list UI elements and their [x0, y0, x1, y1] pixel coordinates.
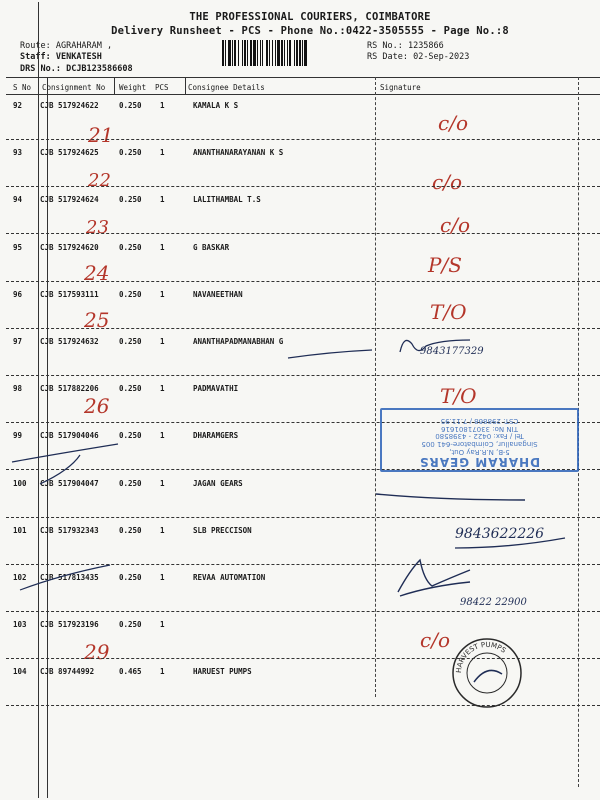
- row-pcs: 1: [160, 431, 165, 440]
- row-consignee: HARUEST PUMPS: [193, 667, 252, 676]
- barcode-bar: [296, 40, 298, 66]
- barcode-bar: [228, 40, 231, 66]
- row-divider: [6, 233, 600, 234]
- row-sno: 99: [13, 431, 23, 440]
- drs-line: [20, 64, 133, 74]
- row-signature: c/o: [432, 170, 462, 194]
- row-weight: 0.250: [119, 195, 142, 204]
- barcode: [222, 40, 354, 66]
- barcode-bar: [225, 40, 226, 66]
- row-signature: c/o: [440, 213, 470, 237]
- column-line-consignee: [185, 77, 186, 95]
- row-signature: 98422 22900: [460, 597, 527, 608]
- row-divider: [6, 281, 600, 282]
- stamp-line-4: TIN No: 33071801616: [441, 424, 518, 433]
- barcode-bar: [277, 40, 280, 66]
- barcode-bar: [257, 40, 258, 66]
- row-consignee: SLB PRECCISON: [193, 526, 252, 535]
- row-pcs: 1: [160, 620, 165, 629]
- row-consignment-no: CJB 517932343: [40, 526, 99, 535]
- row-weight: 0.250: [119, 479, 142, 488]
- row-signature: T/O: [440, 384, 477, 408]
- row-consignment-no: CJB 517904046: [40, 431, 99, 440]
- row-weight: 0.250: [119, 101, 142, 110]
- row-divider: [6, 611, 600, 612]
- barcode-bar: [294, 40, 295, 66]
- rs-date-line: [367, 52, 469, 62]
- row-pcs: 1: [160, 337, 165, 346]
- barcode-bar: [242, 40, 243, 66]
- row-sno: 104: [13, 667, 27, 676]
- rs-date-value: 02-Sep-2023: [413, 52, 470, 62]
- round-seal: [450, 636, 524, 710]
- barcode-bar: [287, 40, 288, 66]
- row-consignment-no: CJB 517813435: [40, 573, 99, 582]
- barcode-bar: [299, 40, 301, 66]
- company-stamp: [380, 408, 579, 472]
- row-consignee: ANANTHANARAYANAN K S: [193, 148, 284, 157]
- barcode-bar: [250, 40, 252, 66]
- row-consignment-no: CJB 517924620: [40, 243, 99, 252]
- row-divider: [6, 517, 600, 518]
- row-pcs: 1: [160, 290, 165, 299]
- row-pcs: 1: [160, 195, 165, 204]
- header-weight: Weight: [119, 83, 147, 92]
- row-pcs: 1: [160, 101, 165, 110]
- barcode-bar: [281, 40, 283, 66]
- row-consignment-no: CJB 517924624: [40, 195, 99, 204]
- row-handwritten-mark: 29: [84, 640, 110, 664]
- row-handwritten-mark: 25: [84, 308, 110, 332]
- column-line-weight: [114, 77, 115, 95]
- rs-date-label: RS Date:: [367, 52, 408, 62]
- column-line-signature: [375, 77, 376, 697]
- row-pcs: 1: [160, 148, 165, 157]
- row-signature: 9843622226: [455, 526, 545, 542]
- barcode-bar: [289, 40, 291, 66]
- row-consignment-no: CJB 517923196: [40, 620, 99, 629]
- row-sno: 103: [13, 620, 27, 629]
- rs-no-line: [367, 41, 444, 51]
- barcode-bar: [244, 40, 246, 66]
- header-pcs: PCS: [155, 83, 169, 92]
- row-consignment-no: CJB 517924622: [40, 101, 99, 110]
- row-weight: 0.250: [119, 384, 142, 393]
- row-consignee: JAGAN GEARS: [193, 479, 243, 488]
- drs-label: DRS No.:: [20, 64, 61, 74]
- row-weight: 0.250: [119, 620, 142, 629]
- company-title: THE PROFESSIONAL COURIERS, COIMBATORE: [189, 11, 431, 23]
- row-signature: T/O: [430, 300, 467, 324]
- row-consignee: NAVANEETHAN: [193, 290, 243, 299]
- route-line: [20, 41, 112, 51]
- header-signature: Signature: [380, 83, 421, 92]
- barcode-bar: [222, 40, 224, 66]
- stamp-line-1: 5-B, N.R.Ray Out,: [449, 447, 510, 456]
- barcode-bar: [253, 40, 256, 66]
- barcode-bar: [304, 40, 307, 66]
- rs-no-label: RS No.:: [367, 41, 403, 51]
- row-weight: 0.250: [119, 526, 142, 535]
- row-handwritten-mark: 21: [88, 123, 114, 147]
- row-pcs: 1: [160, 667, 165, 676]
- row-pcs: 1: [160, 479, 165, 488]
- row-sno: 100: [13, 479, 27, 488]
- row-divider: [6, 139, 600, 140]
- stamp-line-3: Tel / Fax: 0422 - 4398580: [435, 432, 524, 441]
- row-pcs: 1: [160, 526, 165, 535]
- stamp-line-2: Singanallur, Coimbatore-641 005: [421, 440, 538, 449]
- column-line-sno: [38, 2, 39, 798]
- row-divider: [6, 186, 600, 187]
- pen-stroke-102-sign: [398, 560, 470, 596]
- barcode-bar: [238, 40, 239, 66]
- barcode-bar: [247, 40, 248, 66]
- barcode-bar: [302, 40, 303, 66]
- row-weight: 0.250: [119, 148, 142, 157]
- table-top-rule: [6, 77, 600, 78]
- row-pcs: 1: [160, 243, 165, 252]
- row-handwritten-mark: 24: [84, 261, 110, 285]
- row-consignee: G BASKAR: [193, 243, 230, 252]
- header-bottom-rule: [6, 94, 600, 95]
- row-signature: P/S: [428, 253, 462, 277]
- barcode-bar: [262, 40, 263, 66]
- row-divider: [6, 328, 600, 329]
- row-pcs: 1: [160, 573, 165, 582]
- row-signature: 9843177329: [420, 346, 484, 357]
- row-pcs: 1: [160, 384, 165, 393]
- row-weight: 0.250: [119, 431, 142, 440]
- staff-line: [20, 52, 102, 62]
- row-signature: c/o: [420, 628, 450, 652]
- row-sno: 97: [13, 337, 23, 346]
- row-consignee: PADMAVATHI: [193, 384, 239, 393]
- row-consignment-no: CJB 517924625: [40, 148, 99, 157]
- barcode-bar: [275, 40, 276, 66]
- pen-stroke-stamp: [376, 494, 525, 500]
- row-divider: [6, 564, 600, 565]
- barcode-bar: [260, 40, 261, 66]
- row-consignee: LALITHAMBAL T.S: [193, 195, 261, 204]
- row-weight: 0.250: [119, 290, 142, 299]
- row-weight: 0.250: [119, 243, 142, 252]
- row-handwritten-mark: 26: [84, 394, 110, 418]
- row-sno: 96: [13, 290, 23, 299]
- barcode-bar: [284, 40, 285, 66]
- row-sno: 92: [13, 101, 23, 110]
- row-consignment-no: CJB 89744992: [40, 667, 95, 676]
- row-consignee: DHARAMGERS: [193, 431, 239, 440]
- rs-no-value: 1235866: [407, 41, 444, 51]
- row-consignee: KAMALA K S: [193, 101, 239, 110]
- barcode-bar: [269, 40, 270, 66]
- route-value: AGRAHARAM ,: [55, 41, 113, 51]
- barcode-bar: [266, 40, 268, 66]
- barcode-bar: [272, 40, 273, 66]
- row-sno: 93: [13, 148, 23, 157]
- row-handwritten-mark: 22: [88, 170, 111, 191]
- row-signature: c/o: [438, 111, 468, 135]
- row-sno: 101: [13, 526, 27, 535]
- row-sno: 102: [13, 573, 27, 582]
- header-sno: S No: [13, 83, 32, 92]
- row-consignment-no: CJB 517924632: [40, 337, 99, 346]
- row-divider: [6, 375, 600, 376]
- row-weight: 0.250: [119, 573, 142, 582]
- runsheet-subtitle: Delivery Runsheet - PCS - Phone No.:0422-3505555 - Page No.:8: [111, 25, 509, 37]
- row-handwritten-mark: 23: [86, 217, 109, 238]
- header-consignment: Consignment No: [42, 83, 106, 92]
- row-consignee: REVAA AUTOMATION: [193, 573, 266, 582]
- row-sno: 94: [13, 195, 23, 204]
- row-consignee: ANANTHAPADMANABHAN G: [193, 337, 284, 346]
- row-consignment-no: CJB 517593111: [40, 290, 99, 299]
- barcode-bar: [234, 40, 236, 66]
- pen-stroke-99: [12, 444, 118, 462]
- route-label: Route:: [20, 41, 51, 51]
- header-consignee: Consignee Details: [188, 83, 265, 92]
- pen-stroke-97: [288, 350, 372, 358]
- seal-text: HARVEST PUMPS: [454, 640, 508, 674]
- row-sno: 95: [13, 243, 23, 252]
- drs-value: DCJB123586608: [66, 64, 133, 74]
- row-sno: 98: [13, 384, 23, 393]
- barcode-bar: [232, 40, 233, 66]
- row-weight: 0.465: [119, 667, 142, 676]
- row-consignment-no: CJB 517904047: [40, 479, 99, 488]
- staff-value: VENKATESH: [55, 52, 102, 62]
- row-consignment-no: CJB 517882206: [40, 384, 99, 393]
- staff-label: Staff:: [20, 52, 51, 62]
- row-weight: 0.250: [119, 337, 142, 346]
- stamp-line-5: CST: 298868 / 7.11.95: [440, 417, 519, 426]
- stamp-name: DHARAM GEARS: [418, 455, 541, 469]
